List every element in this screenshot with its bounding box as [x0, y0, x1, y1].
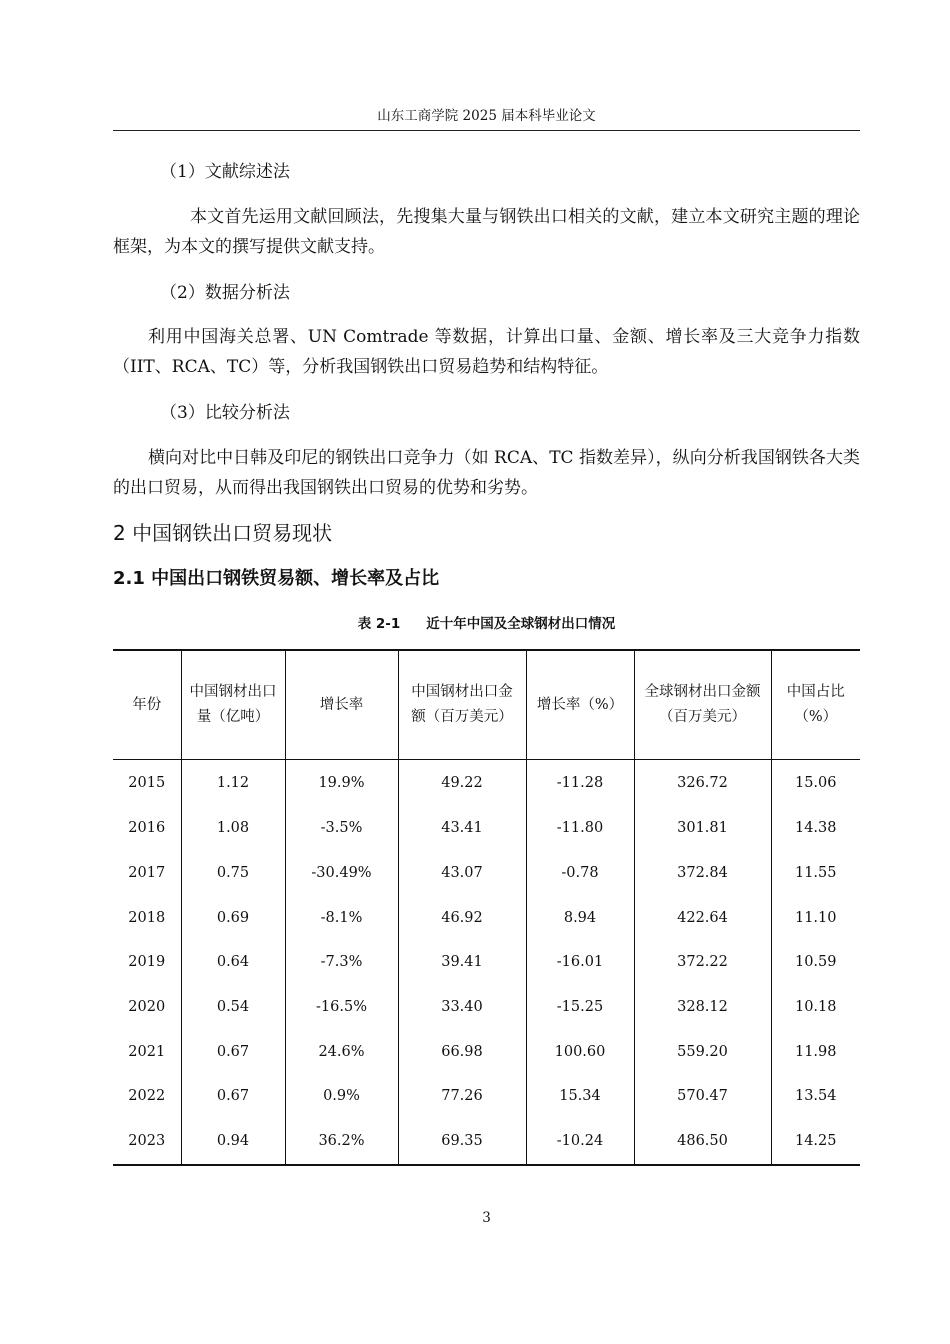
header-cell: 中国钢材出口金额（百万美元） [398, 650, 526, 760]
table-cell: 1.12 [181, 760, 285, 807]
table-cell: 39.41 [398, 940, 526, 985]
table-cell: 43.07 [398, 851, 526, 896]
table-cell: -15.25 [526, 985, 634, 1030]
table-cell: 0.75 [181, 851, 285, 896]
table-cell: 2023 [128, 1133, 166, 1150]
table-cell: 11.55 [771, 851, 860, 896]
table-cell: -3.5% [285, 806, 398, 851]
header-cell: 全球钢材出口金额（百万美元） [634, 650, 771, 760]
table-cell: 10.18 [771, 985, 860, 1030]
table-cell: 14.38 [771, 806, 860, 851]
header-cell: 中国占比（%） [771, 650, 860, 760]
method-2-body: 利用中国海关总署、UN Comtrade 等数据，计算出口量、金额、增长率及三大竞争力指数（IIT、RCA、TC）等，分析我国钢铁出口贸易趋势和结构特征。 [113, 327, 860, 377]
table-cell: -8.1% [285, 895, 398, 940]
table-cell: -30.49% [285, 851, 398, 896]
table-row [113, 895, 860, 940]
header-cell: 增长率 [285, 650, 398, 760]
table-cell: 66.98 [398, 1029, 526, 1074]
table-cell: 100.60 [526, 1029, 634, 1074]
table-cell: 0.64 [181, 940, 285, 985]
table-cell: -16.5% [285, 985, 398, 1030]
table-cell: 49.22 [398, 760, 526, 807]
table-cell: 69.35 [398, 1119, 526, 1165]
table-cell: 2019 [128, 954, 166, 971]
table-row [113, 985, 860, 1030]
table-cell: 2018 [128, 909, 166, 926]
header-cell: 年份 [113, 650, 181, 760]
table-cell: 486.50 [634, 1119, 771, 1165]
table-cell: 372.22 [634, 940, 771, 985]
table-cell: 2022 [128, 1088, 166, 1105]
table-row [113, 1029, 860, 1074]
table-cell: 19.9% [285, 760, 398, 807]
table-row [113, 1119, 860, 1165]
table-cell: 0.9% [285, 1074, 398, 1119]
table-caption [113, 614, 860, 634]
steel-export-table [113, 649, 860, 1166]
table-cell: 2016 [128, 820, 166, 837]
table-cell: 15.34 [526, 1074, 634, 1119]
method-3-heading: （3）比较分析法 [160, 403, 290, 423]
table-header-row [113, 650, 860, 760]
table-cell: 33.40 [398, 985, 526, 1030]
table-cell: 328.12 [634, 985, 771, 1030]
method-1-heading: （1）文献综述法 [160, 162, 290, 182]
table-cell: 422.64 [634, 895, 771, 940]
table-caption-title: 近十年中国及全球钢材出口情况 [426, 616, 616, 632]
page-header: 山东工商学院 2025 届本科毕业论文 [377, 108, 596, 124]
table-row [113, 940, 860, 985]
table-cell: 559.20 [634, 1029, 771, 1074]
table-cell: 11.10 [771, 895, 860, 940]
table-cell: -10.24 [526, 1119, 634, 1165]
header-cell: 中国钢材出口量（亿吨） [181, 650, 285, 760]
table-cell: 326.72 [634, 760, 771, 807]
table-cell: 0.67 [181, 1074, 285, 1119]
table-cell: 1.08 [181, 806, 285, 851]
table-cell: -16.01 [526, 940, 634, 985]
subsection-heading: 2.1 中国出口钢铁贸易额、增长率及占比 [113, 568, 440, 589]
table-cell: 36.2% [285, 1119, 398, 1165]
table-cell: 2017 [128, 865, 166, 882]
table-cell: 8.94 [526, 895, 634, 940]
table-cell: 2021 [128, 1043, 166, 1060]
method-1-body: 本文首先运用文献回顾法，先搜集大量与钢铁出口相关的文献，建立本文研究主题的理论框架，为本文的撰写提供文献支持。 [113, 207, 860, 257]
table-cell: 0.67 [181, 1029, 285, 1074]
table-cell: 15.06 [771, 760, 860, 807]
table-cell: -11.28 [526, 760, 634, 807]
table-cell: -11.80 [526, 806, 634, 851]
header-rule [113, 130, 860, 131]
table-cell: 43.41 [398, 806, 526, 851]
table-cell: -0.78 [526, 851, 634, 896]
table-row [113, 806, 860, 851]
table-cell: 2020 [128, 999, 166, 1016]
table-cell: 372.84 [634, 851, 771, 896]
table-cell: 0.69 [181, 895, 285, 940]
table-body [113, 760, 860, 1165]
table-cell: 301.81 [634, 806, 771, 851]
table-row [113, 760, 860, 807]
table-row [113, 1074, 860, 1119]
page-number: 3 [482, 1210, 491, 1226]
method-2-heading: （2）数据分析法 [160, 283, 290, 303]
header-cell: 增长率（%） [526, 650, 634, 760]
method-3-body: 横向对比中日韩及印尼的钢铁出口竞争力（如 RCA、TC 指数差异），纵向分析我国钢铁各大类的出口贸易，从而得出我国钢铁出口贸易的优势和劣势。 [113, 448, 860, 498]
table-cell: 46.92 [398, 895, 526, 940]
table-cell: 0.54 [181, 985, 285, 1030]
table-cell: 77.26 [398, 1074, 526, 1119]
table-cell: 14.25 [771, 1119, 860, 1165]
table-caption-number: 表 2-1 [357, 616, 401, 632]
table-cell: 13.54 [771, 1074, 860, 1119]
table-cell: 11.98 [771, 1029, 860, 1074]
table-cell: 2015 [128, 775, 166, 791]
table-cell: 0.94 [181, 1119, 285, 1165]
table-cell: -7.3% [285, 940, 398, 985]
table-cell: 10.59 [771, 940, 860, 985]
section-heading: 2 中国钢铁出口贸易现状 [113, 521, 333, 545]
table-row [113, 851, 860, 896]
table-cell: 24.6% [285, 1029, 398, 1074]
table-cell: 570.47 [634, 1074, 771, 1119]
